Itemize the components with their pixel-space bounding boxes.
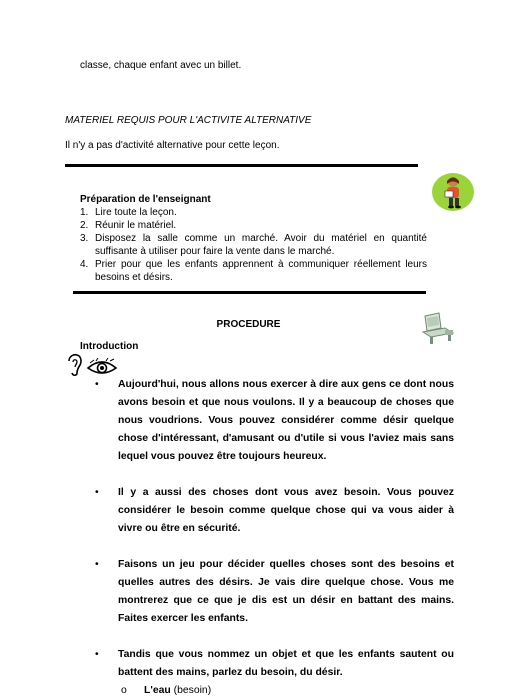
step-text: Lire toute la leçon. — [95, 207, 177, 218]
step-text: Prier pour que les enfants apprennent à communiquer réellement leurs besoins et désirs. — [95, 259, 427, 283]
bullet-text: Aujourd'hui, nous allons nous exercer à dire aux gens ce dont nous avons besoin et que nous voulons. Il y a beaucoup de choses que nous voudrions. Vous pouvez considérer comme désir quelque chose d'intéressant, d'amusant ou d'utile si vous l'aviez mais sans lequel vous pouvez être toujours heureux. — [118, 379, 454, 462]
bullet-list — [95, 376, 454, 682]
step-number: 3. — [80, 233, 89, 244]
step-number: 1. — [80, 207, 89, 218]
sub-item — [121, 682, 454, 700]
procedure-heading: PROCEDURE — [216, 319, 281, 330]
bullet-item — [95, 646, 454, 682]
bullet-item — [95, 556, 454, 628]
bullet-text: Tandis que vous nommez un objet et que les enfants sautent ou battent des mains, parlez du besoin, du désir. — [118, 649, 454, 678]
bullet-glyph: • — [95, 487, 99, 498]
prep-steps — [80, 206, 427, 284]
bullet-glyph: • — [95, 559, 99, 570]
bullet-item — [95, 376, 454, 466]
bullet-glyph: • — [95, 649, 99, 660]
classroom-desk-icon — [419, 310, 457, 346]
prep-step — [80, 206, 427, 219]
introduction-bullets — [95, 376, 454, 700]
bullet-item — [95, 484, 454, 538]
prep-title: Préparation de l'enseignant — [80, 194, 211, 205]
bullet-text: Il y a aussi des choses dont vous avez besoin. Vous pouvez considérer le besoin comme quelque chose qui va vous aider à vivre ou être en sécurité. — [118, 487, 454, 534]
teacher-reading-icon — [431, 172, 475, 212]
step-number: 2. — [80, 220, 89, 231]
sub-item-term: L'eau — [144, 685, 171, 696]
step-text: Disposez la salle comme un marché. Avoir du matériel en quantité suffisante à utiliser pour faire la vente dans le marché. — [95, 233, 427, 257]
eye-icon — [86, 358, 118, 376]
teacher-preparation — [80, 193, 427, 284]
material-text: Il n'y a pas d'activité alternative pour cette leçon. — [65, 140, 280, 151]
divider-bottom — [73, 291, 426, 294]
bullet-glyph: • — [95, 379, 99, 390]
ear-icon — [65, 353, 83, 377]
sub-bullet-glyph: o — [121, 685, 127, 696]
prep-step — [80, 232, 427, 258]
step-text: Réunir le matériel. — [95, 220, 177, 231]
material-heading: MATERIEL REQUIS POUR L'ACTIVITE ALTERNATIVE — [65, 115, 312, 126]
bullet-text: Faisons un jeu pour décider quelles choses sont des besoins et quelles autres des désirs. Je vais dire quelque chose. Vous me montrerez que ce que je dis est un désir en battant des mains. Faites exercer les enfants. — [118, 559, 454, 624]
step-number: 4. — [80, 259, 89, 270]
intro-heading: Introduction — [80, 341, 139, 352]
divider-top — [65, 164, 418, 167]
prep-step — [80, 219, 427, 232]
sub-item-note: (besoin) — [170, 685, 212, 696]
prep-step — [80, 258, 427, 284]
continuation-text: classe, chaque enfant avec un billet. — [80, 60, 242, 71]
